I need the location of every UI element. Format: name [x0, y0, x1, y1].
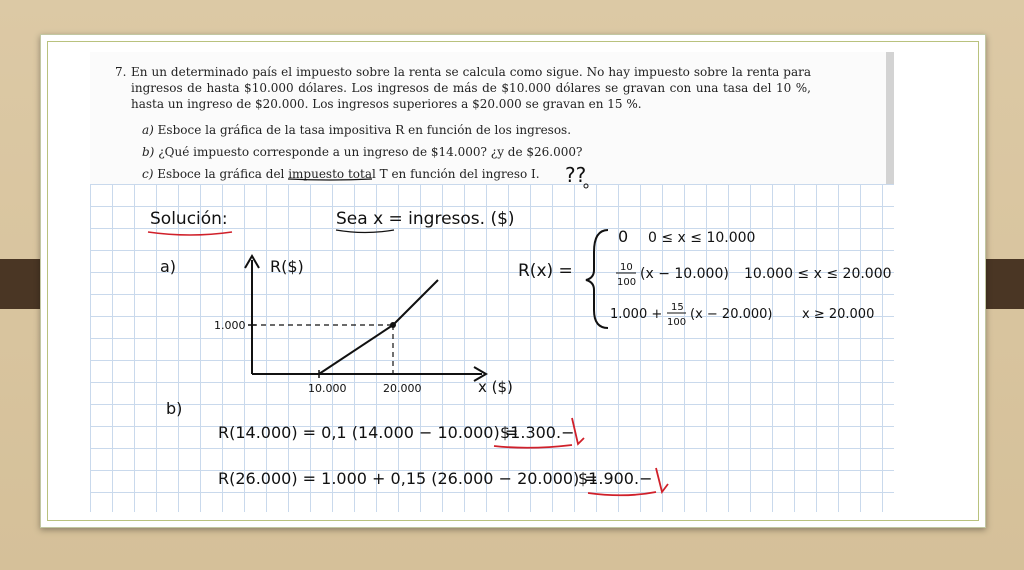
case-expr: (x − 20.000): [690, 307, 773, 322]
answer-1: $1.300.−: [500, 423, 575, 442]
case-condition: x ≥ 20.000: [802, 307, 875, 322]
case-condition: 10.000 ≤ x ≤ 20.000: [744, 266, 892, 282]
y-axis-label: R($): [270, 257, 304, 276]
problem-number: 7.: [115, 65, 127, 79]
item-text: Esboce la gráfica de la tasa impositiva R en función de los ingresos.: [157, 123, 572, 137]
item-label: b): [142, 145, 155, 159]
let-statement: Sea x = ingresos. ($): [336, 209, 515, 229]
x-tick-label: 20.000: [383, 382, 422, 395]
case-expr: 0: [618, 227, 629, 246]
grid-paper-sheet: [90, 52, 894, 512]
y-tick-label: 1.000: [214, 319, 246, 332]
piecewise-lhs: R(x) =: [518, 261, 573, 281]
title-underline: [148, 232, 232, 235]
graph-segment-10: [319, 325, 393, 374]
coef-numerator: 15: [671, 302, 684, 313]
x-axis-label: x ($): [478, 378, 513, 396]
underline-mark: [288, 179, 372, 180]
answer-2: $1.900.−: [578, 469, 653, 488]
equation-2: R(26.000) = 1.000 + 0,15 (26.000 − 20.000) =: [218, 469, 598, 488]
graph-segment-15: [393, 280, 438, 325]
case-expr: (x − 10.000): [640, 266, 729, 282]
item-label: c): [142, 167, 154, 181]
answer-1-underline: [494, 445, 572, 448]
item-text: ¿Qué impuesto corresponde a un ingreso de $14.000? ¿y de $26.000?: [158, 145, 583, 159]
problem-text: En un determinado país el impuesto sobre la renta se calcula como sigue. No hay impuesto sobre la renta para ingresos de hasta $10.000 dólares. Los ingresos de más de $10.000 dólares se gravan con una tasa del 10 %, hasta un ingreso de $20.000. Los ingresos superiores a $20.000 se gravan en 15 %.: [131, 65, 811, 111]
answer-2-mark: [656, 468, 668, 492]
item-text: Esboce la gráfica del impuesto total T en función del ingreso I.: [157, 167, 540, 181]
handwritten-solution: [90, 52, 894, 512]
solution-title: Solución:: [150, 209, 228, 229]
item-label: a): [142, 123, 154, 137]
case-expr: 1.000 +: [610, 307, 663, 322]
equation-1: R(14.000) = 0,1 (14.000 − 10.000) =: [218, 423, 519, 442]
part-a-label: a): [160, 257, 177, 276]
margin-note: ??: [565, 163, 587, 187]
answer-2-underline: [588, 492, 656, 495]
coef-denominator: 100: [667, 317, 687, 328]
piecewise-brace: [586, 230, 608, 328]
coef-numerator: 10: [620, 262, 633, 273]
part-b-label: b): [166, 399, 183, 418]
let-underline: [336, 230, 394, 233]
case-condition: 0 ≤ x ≤ 10.000: [648, 230, 756, 246]
coef-denominator: 100: [617, 277, 637, 288]
x-tick-label: 10.000: [308, 382, 347, 395]
